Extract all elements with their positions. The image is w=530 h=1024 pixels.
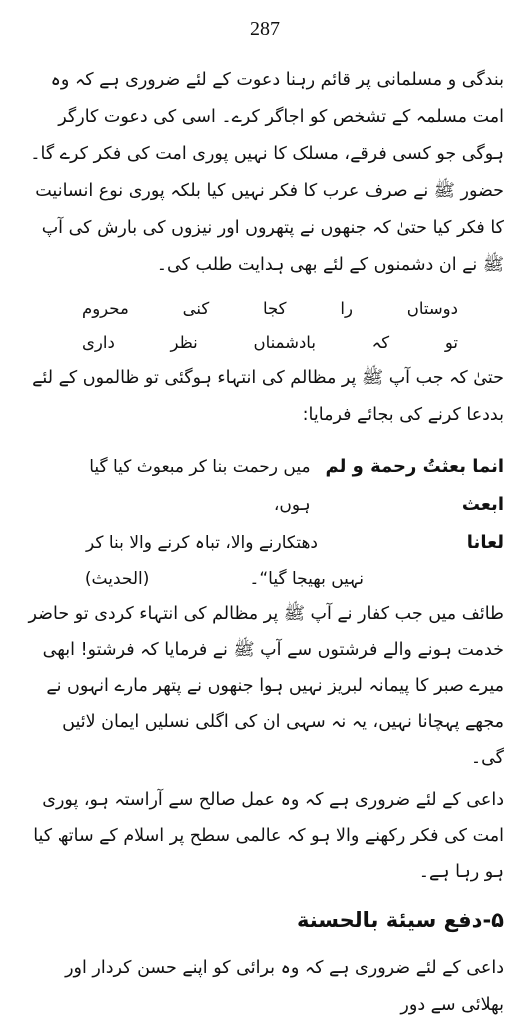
- quote-arabic-2: لعانا: [466, 532, 504, 553]
- section-heading: ۵-دفع سیئة بالحسنة: [296, 908, 504, 932]
- page-number: 287: [250, 18, 280, 40]
- hadith-quote: [26, 448, 504, 596]
- poem-word: کنی: [182, 299, 210, 318]
- poem-word: کہ: [371, 333, 390, 352]
- quote-urdu-2: دھتکارنے والا، تباہ کرنے والا بنا کر: [86, 533, 318, 553]
- quote-arabic-1: انما بعثتُ رحمة و لم ابعث: [325, 456, 504, 515]
- quote-row-1: [26, 448, 504, 524]
- paragraph-taif: طائف میں جب کفار نے آپ ﷺ پر مظالم کی انتہاء کردی تو حاضر خدمت ہونے والے فرشتوں سے آپ ﷺ نے فرمایا کہ فرشتو! ابھی میرے صبر کا پیمانہ لبریز نہیں ہوا جنھوں نے پتھر مارے انہوں نے مجھے پہچانا نہیں، یہ نہ سہی ان کی اگلی نسلیں ایمان لائیں گی۔: [28, 604, 504, 768]
- poem-word: نظر: [170, 333, 198, 352]
- paragraph-daai: داعی کے لئے ضروری ہے کہ وہ عمل صالح سے آراستہ ہو، پوری امت کی فکر رکھنے والا ہو کہ عالمی سطح پر اسلام کے ساتھ کیا ہو رہا ہے۔: [33, 790, 504, 882]
- quote-row-3: [26, 562, 504, 596]
- page-content: [26, 62, 504, 1024]
- quote-urdu-3: نہیں بھیجا گیا“۔: [249, 569, 364, 589]
- poem-word: کجا: [263, 299, 287, 318]
- poem-line-1: [26, 292, 504, 326]
- poem-word: تو: [444, 333, 458, 352]
- quote-row-2: [26, 524, 504, 562]
- poem-word: داری: [82, 333, 115, 352]
- paragraph-last: داعی کے لئے ضروری ہے کہ وہ برائی کو اپنے حسن کردار اور بھلائی سے دور: [65, 958, 504, 1015]
- poem: [26, 292, 504, 360]
- paragraph-intro: بندگی و مسلمانی پر قائم رہنا دعوت کے لئے ضروری ہے کہ وہ امت مسلمہ کے تشخص کو اجاگر کرے۔ اسی کی دعوت کارگر ہوگی جو کسی فرقے، مسلک کا نہیں پوری امت کی فکر کرے گا۔ حضور ﷺ نے صرف عرب کا فکر نہیں کیا بلکہ پوری نوع انسانیت کا فکر کیا حتیٰ کہ جنھوں نے پتھروں اور نیزوں کی بارش کی آپ ﷺ نے ان دشمنوں کے لئے بھی ہدایت طلب کی۔: [30, 70, 504, 275]
- poem-line-2: [26, 326, 504, 360]
- poem-word: محروم: [82, 299, 129, 318]
- poem-word: دوستاں: [406, 299, 458, 318]
- poem-word: بادشمناں: [253, 333, 316, 352]
- hadith-source: (الحدیث): [84, 569, 150, 589]
- paragraph-after-poem: حتیٰ کہ جب آپ ﷺ پر مظالم کی انتہاء ہوگئی تو ظالموں کے لئے بددعا کرنے کی بجائے فرمایا:: [32, 368, 504, 425]
- poem-word: را: [340, 299, 353, 318]
- quote-urdu-1: میں رحمت بنا کر مبعوث کیا گیا ہوں،: [89, 457, 311, 515]
